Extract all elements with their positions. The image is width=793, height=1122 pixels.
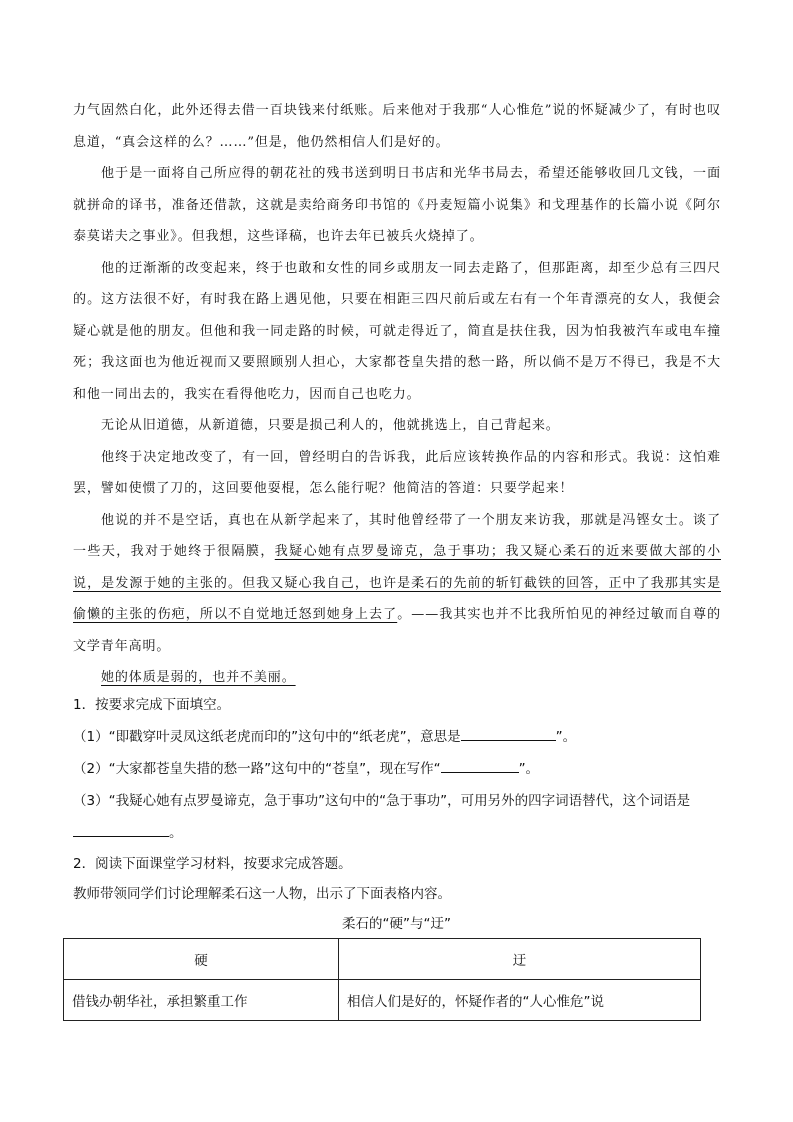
question-2-title: 2．阅读下面课堂学习材料，按要求完成答题。 <box>73 856 352 872</box>
passage-text: 。——我其实也并不比我所怕见的神经过敏而自尊的文学青年高明。 <box>73 607 722 654</box>
table-caption: 柔石的“硬”与“迂” <box>342 916 451 932</box>
passage-paragraph: 无论从旧道德，从新道德，只要是损己利人的，他就挑选上，自己背起来。 <box>101 418 560 433</box>
passage-paragraph: 他于是一面将自己所应得的朝花社的残书送到明日书店和光华书局去，希望还能够收回几文钱，一面就拼命的译书，准备还借款，这就是卖给商务印书馆的《丹麦短篇小说集》和戈理基作的长篇小说《阿尔泰莫诺夫之事业》。但我想，这些译稿，也许去年已被兵火烧掉了。 <box>73 166 721 244</box>
passage-paragraph <box>73 505 721 663</box>
answer-blank[interactable] <box>73 822 169 837</box>
question-1-1 <box>73 721 721 753</box>
table-header-row <box>64 939 701 980</box>
answer-blank[interactable] <box>441 758 519 773</box>
question-text: ”。 <box>518 761 540 777</box>
question-1-3 <box>73 785 721 849</box>
question-1-title: 1．按要求完成下面填空。 <box>73 697 231 713</box>
passage-paragraph: 力气固然白化，此外还得去借一百块钱来付纸账。后来他对于我那“人心惟危”说的怀疑减少了，有时也叹息道，“真会这样的么？……”但是，他仍然相信人们是好的。 <box>73 103 721 150</box>
passage-paragraph: 他的迂渐渐的改变起来，终于也敢和女性的同乡或朋友一同去走路了，但那距离，却至少总有三四尺的。这方法很不好，有时我在路上遇见他，只要在相距三四尺前后或左右有一个年青漂亮的女人，我便会疑心就是他的朋友。但他和我一同走路的时候，可就走得近了，简直是扶住我，因为怕我被汽车或电车撞死；我这面也为他近视而又要照顾别人担心，大家都苍皇失措的愁一路，所以倘不是万不得已，我是不大和他一同出去的，我实在看得他吃力，因而自己也吃力。 <box>73 260 721 402</box>
question-1-2 <box>73 753 721 785</box>
reading-passage <box>73 95 721 694</box>
table-cell: 相信人们是好的，怀疑作者的“人心惟危”说 <box>339 980 701 1021</box>
comparison-table <box>63 938 701 1021</box>
question-text: （3）“我疑心她有点罗曼谛克，急于事功”这句中的“急于事功”，可用另外的四字词语替代，这个词语是 <box>73 793 691 809</box>
question-text: 。 <box>169 825 183 841</box>
table-header-cell: 硬 <box>64 939 339 980</box>
table-row <box>64 980 701 1021</box>
question-text: ”。 <box>555 729 577 745</box>
answer-blank[interactable] <box>461 726 556 741</box>
underlined-sentence: 我疑心她有点罗曼谛克，急于事功；我又疑心柔石的近来要做大部的小说，是发源于她的主张的。但我又疑心我自己，也许是柔石的先前的斩钉截铁的回答，正中了我那其实是偷懒的主张的伤疤，所以不自觉地迁怒到她身上去了 <box>73 544 721 622</box>
table-cell: 借钱办朝华社，承担繁重工作 <box>64 980 339 1021</box>
passage-paragraph: 他终于决定地改变了，有一回，曾经明白的告诉我，此后应该转换作品的内容和形式。我说：这怕难罢，譬如使惯了刀的，这回要他耍棍，怎么能行呢？他简洁的答道：只要学起来！ <box>73 449 721 496</box>
question-2-intro: 教师带领同学们讨论理解柔石这一人物，出示了下面表格内容。 <box>73 886 451 902</box>
underlined-sentence: 她的体质是弱的，也并不美丽。 <box>101 670 296 685</box>
table-header-cell: 迂 <box>339 939 701 980</box>
passage-text: 他说的并不是空话，真也在从新学起来了，其时他曾经带了一个朋友来访我，那就是冯铿女士。谈了一些天，我对于她终于很隔膜， <box>73 512 721 559</box>
question-text: （2）“大家都苍皇失措的愁一路”这句中的“苍皇”，现在写作“ <box>73 761 441 777</box>
question-text: （1）“即戳穿叶灵凤这纸老虎而印的”这句中的“纸老虎”，意思是 <box>73 729 461 745</box>
